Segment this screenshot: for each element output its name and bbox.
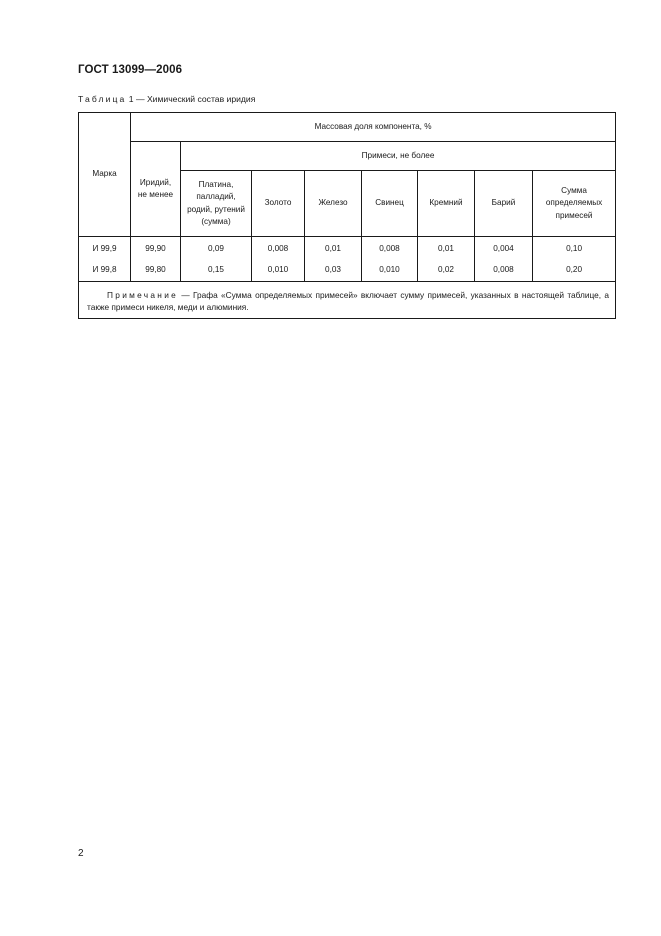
- cell-barium: 0,008: [475, 260, 533, 282]
- table-caption-dash: —: [135, 94, 145, 104]
- cell-silicon: 0,01: [418, 237, 475, 261]
- table-caption-title: Химический состав иридия: [146, 94, 256, 104]
- header-lead: Свинец: [362, 171, 418, 237]
- cell-iridium: 99,90: [131, 237, 181, 261]
- table-note: [79, 282, 616, 319]
- header-barium: Барий: [475, 171, 533, 237]
- document-id-header: ГОСТ 13099—2006: [78, 64, 183, 76]
- page-number: 2: [78, 848, 84, 859]
- table-caption: [78, 94, 255, 104]
- cell-gold: 0,010: [252, 260, 305, 282]
- table-row: [79, 237, 616, 261]
- cell-platinum-group: 0,09: [181, 237, 252, 261]
- cell-silicon: 0,02: [418, 260, 475, 282]
- header-platinum-group: Платина, палладий, родий, рутений (сумма): [181, 171, 252, 237]
- cell-platinum-group: 0,15: [181, 260, 252, 282]
- note-text: — Графа «Сумма определяемых примесей» включает сумму примесей, указанных в настоящей таблице, а также примеси никеля, меди и алюминия.: [87, 290, 610, 312]
- header-gold: Золото: [252, 171, 305, 237]
- cell-total-impurities: 0,10: [533, 237, 616, 261]
- cell-barium: 0,004: [475, 237, 533, 261]
- cell-mark: И 99,9: [79, 237, 131, 261]
- composition-table: [78, 112, 616, 319]
- cell-iron: 0,01: [305, 237, 362, 261]
- table-row: [79, 260, 616, 282]
- cell-iridium: 99,80: [131, 260, 181, 282]
- header-iridium: Иридий, не менее: [131, 142, 181, 237]
- cell-iron: 0,03: [305, 260, 362, 282]
- header-mark: Марка: [79, 113, 131, 237]
- header-mass-fraction: Массовая доля компонента, %: [131, 113, 616, 142]
- cell-gold: 0,008: [252, 237, 305, 261]
- cell-total-impurities: 0,20: [533, 260, 616, 282]
- header-iron: Железо: [305, 171, 362, 237]
- table-caption-label: Таблица: [78, 94, 127, 104]
- header-total-impurities: Сумма определяемых примесей: [533, 171, 616, 237]
- cell-lead: 0,010: [362, 260, 418, 282]
- header-impurities: Примеси, не более: [181, 142, 616, 171]
- cell-lead: 0,008: [362, 237, 418, 261]
- table-caption-number: 1: [128, 94, 134, 104]
- cell-mark: И 99,8: [79, 260, 131, 282]
- header-silicon: Кремний: [418, 171, 475, 237]
- note-label: Примечание: [107, 290, 179, 300]
